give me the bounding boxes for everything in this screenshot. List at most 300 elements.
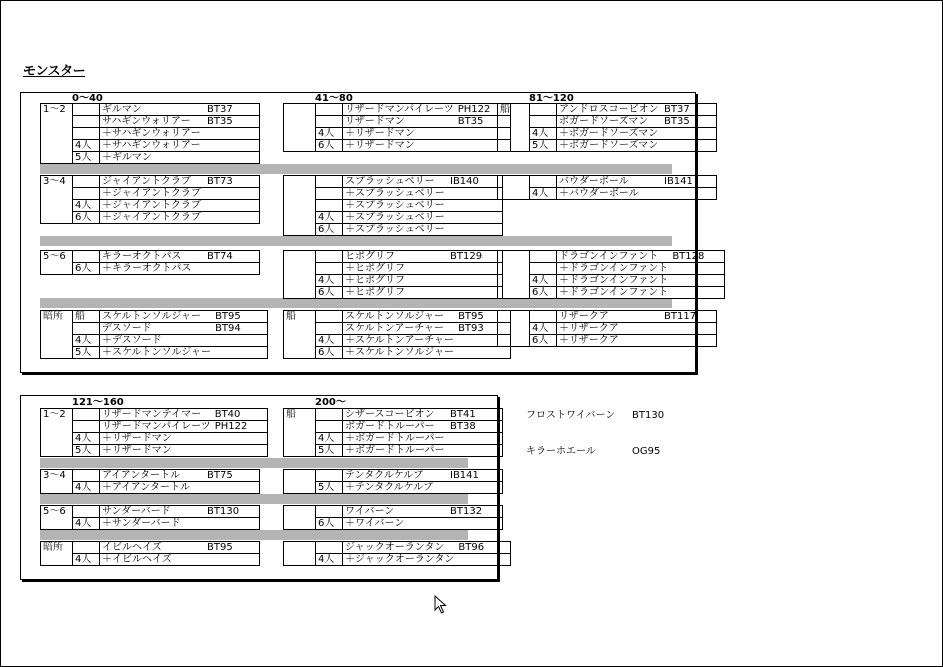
source-code-cell [205,554,260,566]
category-cell [498,176,530,200]
source-code-cell [448,200,503,212]
source-code-cell: BT35 [456,116,511,128]
party-size-cell: 4人 [73,482,100,494]
party-size-cell [73,470,100,482]
table-row [41,433,268,445]
table-row [284,323,511,335]
party-size-cell: 船 [73,311,100,323]
source-code-cell [448,518,503,530]
extra-code-1: BT130 [632,410,665,421]
table-row [41,323,268,335]
table-row [41,212,260,224]
category-cell: 5～6 [41,251,73,275]
party-size-cell [316,323,343,335]
mouse-pointer-icon [434,595,448,615]
monster-name-cell: リザードマン [343,116,456,128]
monster-name-cell: ＋アイアンタートル [100,482,206,494]
party-size-cell: 6人 [316,347,343,359]
source-code-cell: IB141 [662,176,717,188]
party-size-cell: 4人 [73,554,100,566]
monster-name-cell: ＋ジャイアントクラブ [100,212,206,224]
monster-table [40,175,260,224]
table-row [41,140,260,152]
party-size-cell: 5人 [73,152,100,164]
page-title: モンスター [23,64,86,79]
source-code-cell: BT129 [448,251,503,263]
table-row [284,335,511,347]
monster-name-cell: スケルトンアーチャー [343,323,457,335]
source-code-cell [213,347,268,359]
party-size-cell [316,200,343,212]
party-size-cell [316,263,343,275]
party-size-cell: 6人 [316,287,343,299]
party-size-cell [73,176,100,188]
source-code-cell [662,335,717,347]
monster-name-cell: イビルヘイズ [100,542,206,554]
monster-name-cell: ＋リザードマン [343,128,456,140]
source-code-cell [662,188,717,200]
source-code-cell [205,518,260,530]
monster-name-cell: ＋サハギンウォリアー [100,128,206,140]
party-size-cell: 4人 [73,140,100,152]
party-size-cell: 4人 [316,275,343,287]
monster-name-cell: ＋デスソード [100,335,214,347]
table-row [41,409,268,421]
party-size-cell: 4人 [73,518,100,530]
table-row [284,287,503,299]
table-row [284,433,503,445]
party-size-cell [530,311,557,323]
source-code-cell: PH122 [213,421,268,433]
table-row [41,421,268,433]
monster-table [283,541,511,566]
source-code-cell [448,445,503,457]
category-cell [284,251,316,299]
monster-name-cell: ＋スプラッシュベリー [343,212,449,224]
source-code-cell [448,263,503,275]
source-code-cell [205,200,260,212]
monster-table [283,250,503,299]
monster-name-cell: キラーオクトパス [100,251,206,263]
category-cell: 1～2 [41,409,73,457]
table-row [41,200,260,212]
table-row [498,104,717,116]
source-code-cell [670,287,725,299]
party-size-cell [73,188,100,200]
monster-table [497,175,717,200]
monster-name-cell: デスソード [100,323,214,335]
source-code-cell: BT37 [662,104,717,116]
category-cell: 船 [284,409,316,457]
separator-band [40,494,468,504]
table-row [498,128,717,140]
separator-band [40,164,672,174]
monster-table [283,408,503,457]
table-row [498,188,717,200]
monster-name-cell: ＋ドラゴンインファント [557,263,671,275]
category-cell [284,506,316,530]
monster-name-cell: ＋キラーオクトパス [100,263,206,275]
source-code-cell [205,482,260,494]
monster-name-cell: ＋スケルトンソルジャー [100,347,214,359]
source-code-cell [662,323,717,335]
monster-name-cell: アンドロスコーピオン [557,104,663,116]
party-size-cell [73,323,100,335]
source-code-cell [662,128,717,140]
table-row [41,263,260,275]
monster-table [283,469,503,494]
party-size-cell [73,409,100,421]
source-code-cell: BT128 [670,251,725,263]
table-row [284,188,503,200]
table-row [41,482,260,494]
table-row [284,445,503,457]
monster-name-cell: ＋バウダーボール [557,188,663,200]
monster-name-cell: ＋リザークア [557,323,663,335]
party-size-cell: 4人 [73,433,100,445]
party-size-cell: 6人 [73,263,100,275]
category-cell: 暗所 [41,311,73,359]
table-row [41,506,260,518]
party-size-cell: 6人 [73,212,100,224]
party-size-cell: 5人 [316,482,343,494]
party-size-cell: 4人 [530,128,557,140]
party-size-cell [316,542,343,554]
table-row [284,251,503,263]
category-cell [284,470,316,494]
monster-name-cell: ＋スプラッシュベリー [343,200,449,212]
source-code-cell [448,433,503,445]
monster-name-cell: ＋リザークア [557,335,663,347]
extra-name-1: フロストワイバーン [526,410,616,421]
monster-name-cell: ＋ボガードトルーパー [343,445,449,457]
source-code-cell [205,152,260,164]
table-row [284,104,511,116]
source-code-cell [448,212,503,224]
source-code-cell [662,140,717,152]
category-cell: 暗所 [41,542,73,566]
party-size-cell [530,104,557,116]
source-code-cell [213,445,268,457]
monster-table [40,469,260,494]
monster-name-cell: ＋テンタクルケルプ [343,482,449,494]
table-row [498,323,717,335]
monster-name-cell: ＋ヒポグリフ [343,275,449,287]
table-row [284,421,503,433]
party-size-cell [316,116,343,128]
separator-band [40,530,468,540]
monster-table [497,103,717,152]
source-code-cell: BT96 [456,542,511,554]
party-size-cell: 6人 [530,287,557,299]
category-cell: 1～2 [41,104,73,164]
monster-name-cell: リザードマンパイレーツ [343,104,456,116]
monster-name-cell: ヒポグリフ [343,251,449,263]
monster-name-cell: シザースコービオン [343,409,449,421]
monster-table [40,408,268,457]
party-size-cell [73,116,100,128]
source-code-cell [213,335,268,347]
party-size-cell [316,188,343,200]
party-size-cell: 4人 [316,335,343,347]
monster-table [283,310,511,359]
monster-name-cell: ジャイアントクラブ [100,176,206,188]
monster-name-cell: テンタクルケルプ [343,470,449,482]
source-code-cell: BT130 [205,506,260,518]
table-row [41,518,260,530]
table-row [284,116,511,128]
party-size-cell [316,409,343,421]
party-size-cell: 4人 [316,554,343,566]
monster-name-cell: スプラッシュベリー [343,176,449,188]
party-size-cell: 4人 [73,200,100,212]
party-size-cell: 4人 [530,275,557,287]
party-size-cell: 4人 [530,323,557,335]
table-row [284,542,511,554]
table-row [41,116,260,128]
category-cell: 船 [498,104,530,152]
party-size-cell [73,251,100,263]
table-row [284,470,503,482]
party-size-cell: 5人 [73,347,100,359]
source-code-cell: IB141 [448,470,503,482]
monster-table [283,505,503,530]
party-size-cell [73,104,100,116]
monster-name-cell: ＋ジャイアントクラブ [100,188,206,200]
monster-table [40,250,260,275]
source-code-cell [670,275,725,287]
party-size-cell: 5人 [530,140,557,152]
source-code-cell: BT40 [213,409,268,421]
monster-name-cell: スケルトンソルジャー [100,311,214,323]
party-size-cell [316,311,343,323]
monster-name-cell: ＋スケルトンアーチャー [343,335,457,347]
source-code-cell: BT41 [448,409,503,421]
monster-name-cell: ＋ギルマン [100,152,206,164]
party-size-cell: 6人 [316,518,343,530]
source-code-cell [448,482,503,494]
table-row [284,409,503,421]
table-row [284,263,503,275]
source-code-cell: BT132 [448,506,503,518]
party-size-cell [316,506,343,518]
table-row [41,251,260,263]
monster-table [283,175,503,236]
party-size-cell: 6人 [316,140,343,152]
monster-name-cell: サンダーバード [100,506,206,518]
table-row [498,275,725,287]
party-size-cell [530,263,557,275]
source-code-cell: BT73 [205,176,260,188]
party-size-cell [316,176,343,188]
table-row [41,554,260,566]
source-code-cell: BT95 [456,311,511,323]
monster-name-cell: ＋スケルトンソルジャー [343,347,457,359]
source-code-cell [448,188,503,200]
monster-name-cell: サハギンウォリアー [100,116,206,128]
source-code-cell [448,275,503,287]
table-row [41,445,268,457]
source-code-cell: BT35 [662,116,717,128]
table-row [498,263,725,275]
table-row [41,542,260,554]
table-row [41,104,260,116]
party-size-cell [316,421,343,433]
table-row [498,176,717,188]
source-code-cell: IB140 [448,176,503,188]
party-size-cell: 4人 [73,335,100,347]
party-size-cell [73,421,100,433]
monster-name-cell: ＋サンダーバード [100,518,206,530]
source-code-cell: BT95 [213,311,268,323]
party-size-cell [73,506,100,518]
table-row [284,275,503,287]
party-size-cell [530,251,557,263]
table-row [284,128,511,140]
monster-name-cell: ＋ボガードソーズマン [557,140,663,152]
column-header: 121～160 [72,397,124,408]
party-size-cell [316,104,343,116]
table-row [41,128,260,140]
monster-table [40,310,268,359]
monster-table [40,505,260,530]
monster-name-cell: ＋サハギンウォリアー [100,140,206,152]
monster-name-cell: ジャックオーランタン [343,542,457,554]
monster-name-cell: ＋ドラゴンインファント [557,275,671,287]
source-code-cell: BT74 [205,251,260,263]
table-row [41,335,268,347]
party-size-cell [73,542,100,554]
column-header: 41～80 [315,93,353,104]
monster-name-cell: ＋イビルヘイズ [100,554,206,566]
source-code-cell: BT35 [205,116,260,128]
table-row [498,287,725,299]
monster-table [497,250,725,299]
monster-name-cell: ＋ワイバーン [343,518,449,530]
party-size-cell: 5人 [73,445,100,457]
party-size-cell: 5人 [316,445,343,457]
party-size-cell: 6人 [316,224,343,236]
category-cell [284,176,316,236]
monster-name-cell: ＋ジャイアントクラブ [100,200,206,212]
monster-name-cell: ドラゴンインファント [557,251,671,263]
monster-table [40,541,260,566]
table-row [284,482,503,494]
party-size-cell [73,128,100,140]
table-row [498,140,717,152]
category-cell: 船 [284,311,316,359]
category-cell: 3～4 [41,470,73,494]
party-size-cell [530,116,557,128]
category-cell [498,251,530,299]
category-cell: 5～6 [41,506,73,530]
monster-name-cell: ＋ドラゴンインファント [557,287,671,299]
extra-code-2: OG95 [632,446,661,457]
source-code-cell [448,224,503,236]
monster-name-cell: バウダーボール [557,176,663,188]
table-row [284,347,511,359]
monster-name-cell: スケルトンソルジャー [343,311,457,323]
monster-name-cell: ボガードトルーパー [343,421,449,433]
party-size-cell [530,176,557,188]
column-header: 81～120 [529,93,574,104]
table-row [284,140,511,152]
table-row [284,224,503,236]
column-header: 0～40 [72,93,103,104]
table-row [41,470,260,482]
table-row [498,311,717,323]
category-cell [284,104,316,152]
separator-band [40,236,672,246]
party-size-cell: 4人 [530,188,557,200]
table-row [41,188,260,200]
source-code-cell: BT75 [205,470,260,482]
extra-name-2: キラーホエール [526,446,596,457]
source-code-cell [456,554,511,566]
table-row [498,335,717,347]
monster-name-cell: ＋リザードマン [100,433,213,445]
monster-table [40,103,260,164]
monster-name-cell: ＋ジャックオーランタン [343,554,457,566]
monster-name-cell: ＋スプラッシュベリー [343,224,449,236]
party-size-cell [316,470,343,482]
source-code-cell: BT93 [456,323,511,335]
monster-name-cell: ＋ヒポグリフ [343,287,449,299]
monster-table [283,103,511,152]
monster-name-cell: リザークア [557,311,663,323]
party-size-cell: 4人 [316,433,343,445]
monster-name-cell: リザードマンパイレーツ [100,421,213,433]
source-code-cell: BT95 [205,542,260,554]
monster-name-cell: ＋ボガードソーズマン [557,128,663,140]
source-code-cell [213,433,268,445]
category-cell: 3～4 [41,176,73,224]
source-code-cell: PH122 [456,104,511,116]
column-header: 200～ [315,397,346,408]
category-cell [498,311,530,347]
party-size-cell: 6人 [530,335,557,347]
party-size-cell [316,251,343,263]
table-row [284,176,503,188]
table-row [498,116,717,128]
monster-name-cell: ＋リザードマン [343,140,456,152]
monster-name-cell: ギルマン [100,104,206,116]
source-code-cell [205,212,260,224]
party-size-cell: 4人 [316,128,343,140]
source-code-cell [448,287,503,299]
source-code-cell: BT94 [213,323,268,335]
monster-name-cell: リザードマンテイマー [100,409,213,421]
source-code-cell: BT37 [205,104,260,116]
table-row [284,518,503,530]
source-code-cell: BT38 [448,421,503,433]
monster-name-cell: ボガードソーズマン [557,116,663,128]
table-row [41,347,268,359]
table-row [41,152,260,164]
table-row [284,506,503,518]
source-code-cell [456,347,511,359]
table-row [284,200,503,212]
source-code-cell [205,140,260,152]
source-code-cell [205,188,260,200]
source-code-cell [670,263,725,275]
monster-name-cell: ＋リザードマン [100,445,213,457]
monster-table [497,310,717,347]
separator-band [40,298,672,308]
table-row [284,212,503,224]
source-code-cell [205,263,260,275]
party-size-cell: 4人 [316,212,343,224]
